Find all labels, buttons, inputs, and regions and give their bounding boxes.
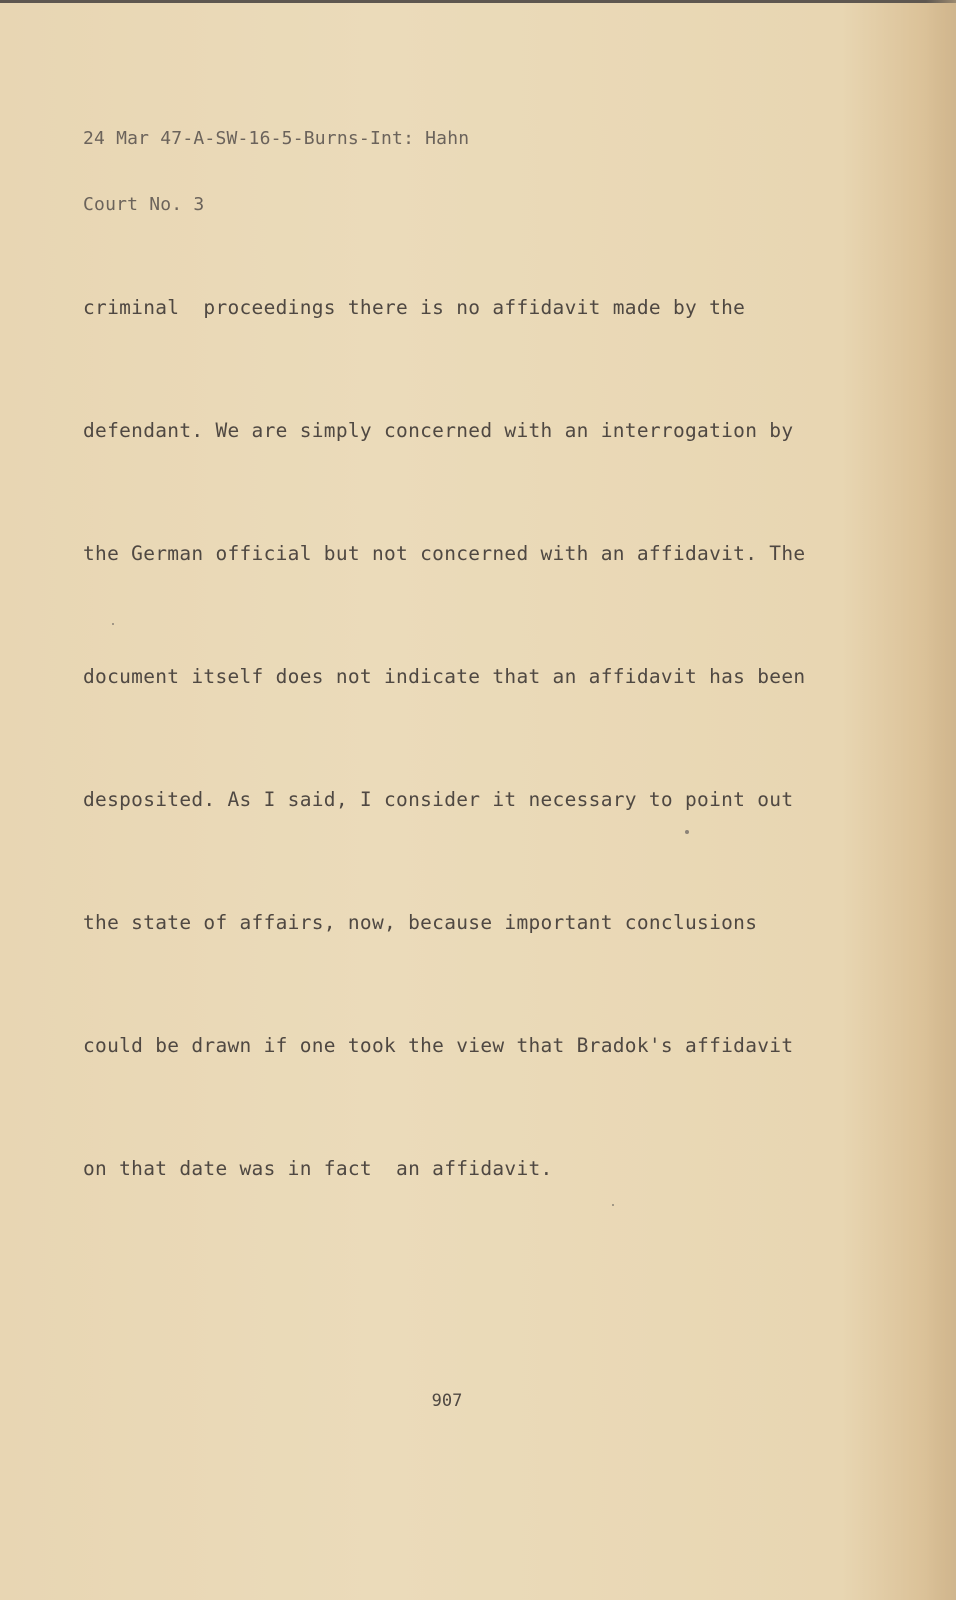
body-line: criminal proceedings there is no affidavit made by the — [83, 296, 746, 319]
body-line: desposited. As I said, I consider it necessary to point out — [83, 788, 794, 811]
paper-speck — [685, 830, 689, 834]
header-reference-line: 24 Mar 47-A-SW-16-5-Burns-Int: Hahn — [83, 128, 470, 149]
body-line: could be drawn if one took the view that Bradok's affidavit — [83, 1034, 794, 1057]
page-top-edge — [0, 0, 956, 3]
page-right-edge-shadow — [926, 0, 956, 1600]
transcript-body — [83, 205, 843, 1271]
page-number: 907 — [431, 1391, 463, 1411]
body-line: defendant. We are simply concerned with an interrogation by — [83, 419, 794, 442]
paper-speck — [612, 1204, 614, 1206]
paper-speck — [112, 623, 114, 625]
header-court-line: Court No. 3 — [83, 194, 205, 215]
body-line: the state of affairs, now, because important conclusions — [83, 911, 758, 934]
body-line: the German official but not concerned with an affidavit. The — [83, 542, 806, 565]
body-line: document itself does not indicate that an affidavit has been — [83, 665, 806, 688]
body-line: on that date was in fact an affidavit. — [83, 1157, 553, 1180]
